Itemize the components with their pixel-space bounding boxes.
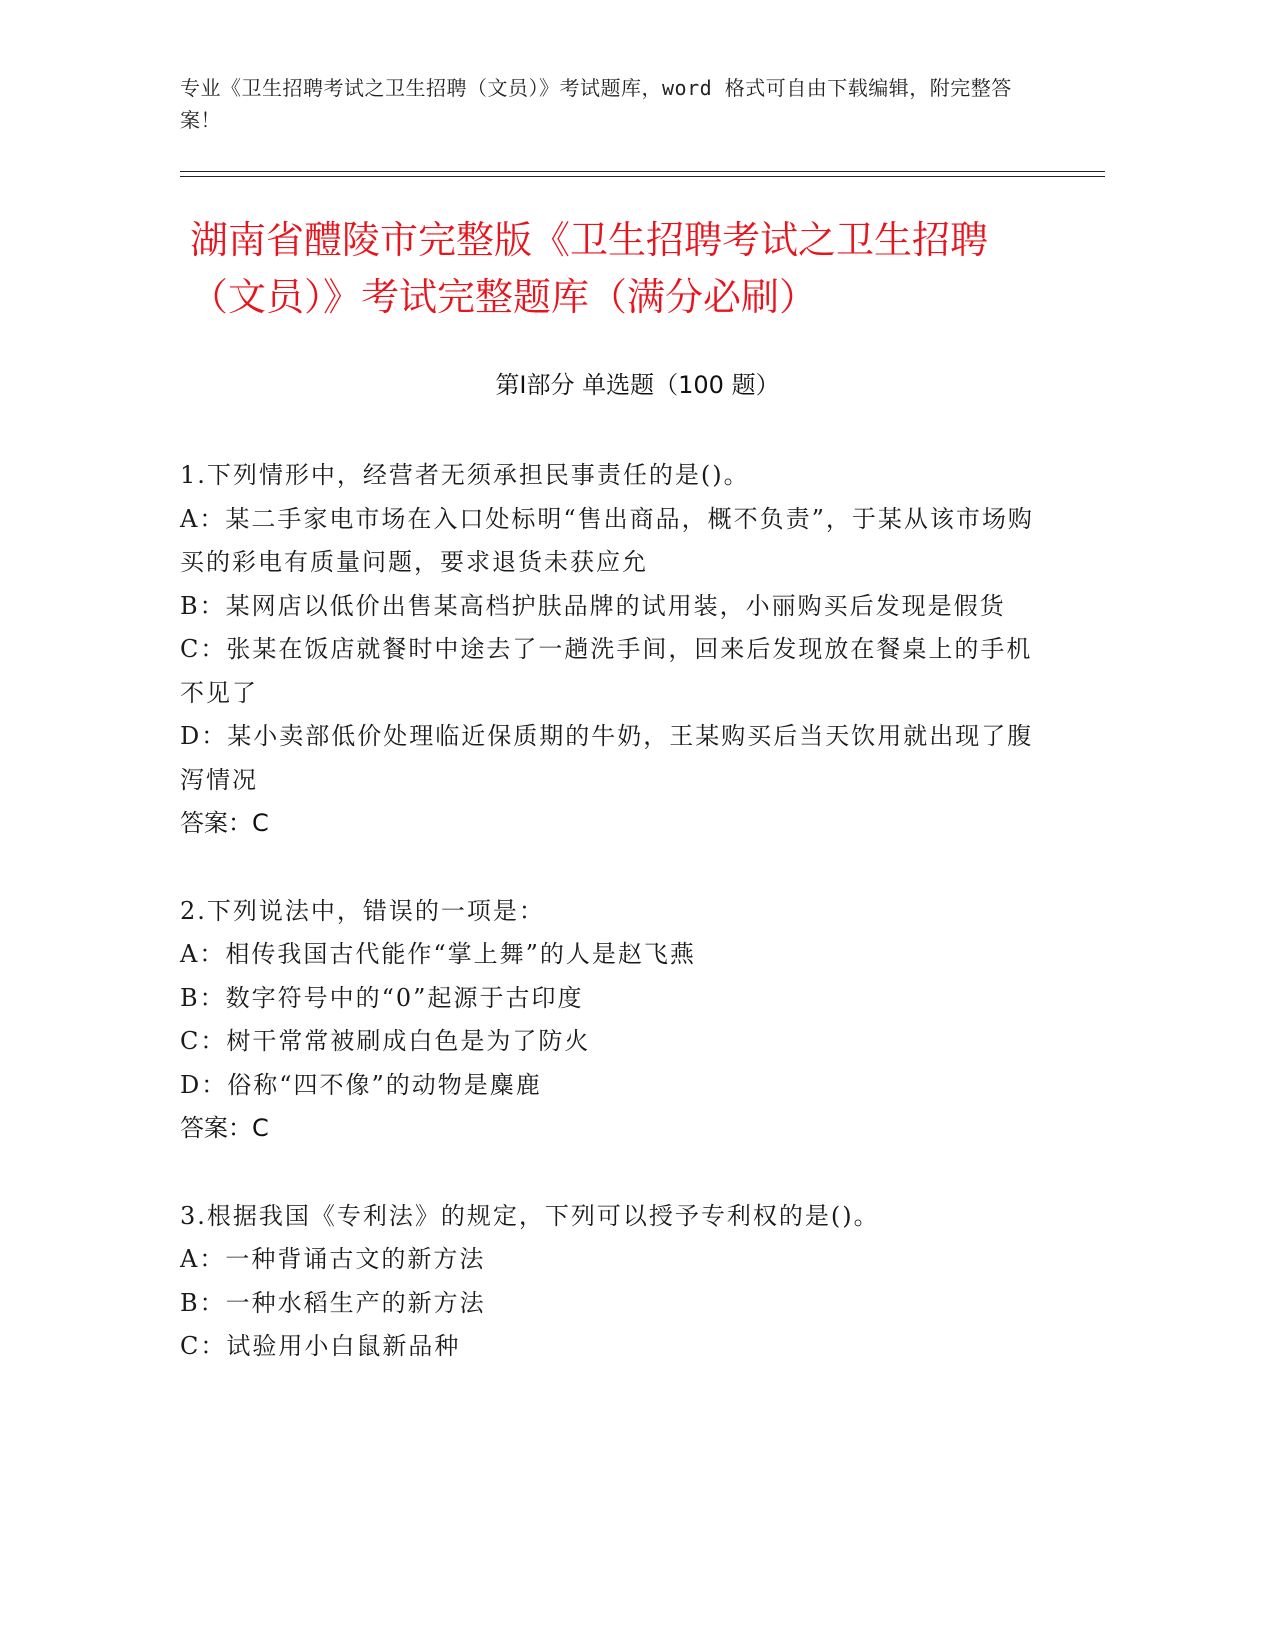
question-list <box>180 454 1040 1413</box>
header-divider-bottom <box>180 176 1105 177</box>
question-1 <box>180 454 1040 846</box>
question-3 <box>180 1195 1040 1369</box>
question-stem: 3.根据我国《专利法》的规定，下列可以授予专利权的是()。 <box>180 1201 880 1230</box>
question-stem: 2.下列说法中，错误的一项是： <box>180 896 545 925</box>
option-c: C：张某在饭店就餐时中途去了一趟洗手间，回来后发现放在餐桌上的手机不见了 <box>180 635 1033 707</box>
document-title: 湖南省醴陵市完整版《卫生招聘考试之卫生招聘（文员）》考试完整题库（满分必刷） <box>190 218 989 319</box>
option-d: D：某小卖部低价处理临近保质期的牛奶，王某购买后当天饮用就出现了腹泻情况 <box>180 722 1034 794</box>
header-note: 专业《卫生招聘考试之卫生招聘（文员）》考试题库，word 格式可自由下载编辑，附完整答案！ <box>180 76 1012 132</box>
option-b: B：一种水稻生产的新方法 <box>180 1288 486 1317</box>
option-a: A：某二手家电市场在入口处标明“售出商品，概不负责”，于某从该市场购买的彩电有质量问题，要求退货未获应允 <box>180 504 1034 576</box>
answer-label: 答案：C <box>180 1114 269 1142</box>
option-c: C：试验用小白鼠新品种 <box>180 1332 461 1360</box>
option-a: A：一种背诵古文的新方法 <box>180 1245 486 1273</box>
answer-label: 答案：C <box>180 809 269 837</box>
option-a: A：相传我国古代能作“掌上舞”的人是赵飞燕 <box>180 940 696 968</box>
section-heading: 第Ⅰ部分 单选题（100 题） <box>495 371 780 399</box>
question-2 <box>180 890 1040 1151</box>
question-stem: 1.下列情形中，经营者无须承担民事责任的是()。 <box>180 461 750 489</box>
option-d: D：俗称“四不像”的动物是麋鹿 <box>180 1070 542 1099</box>
option-c: C：树干常常被刷成白色是为了防火 <box>180 1027 591 1055</box>
option-b: B：某网店以低价出售某高档护肤品牌的试用装，小丽购买后发现是假货 <box>180 591 1006 620</box>
header-divider-top <box>180 171 1105 172</box>
option-b: B：数字符号中的“0”起源于古印度 <box>180 983 584 1012</box>
